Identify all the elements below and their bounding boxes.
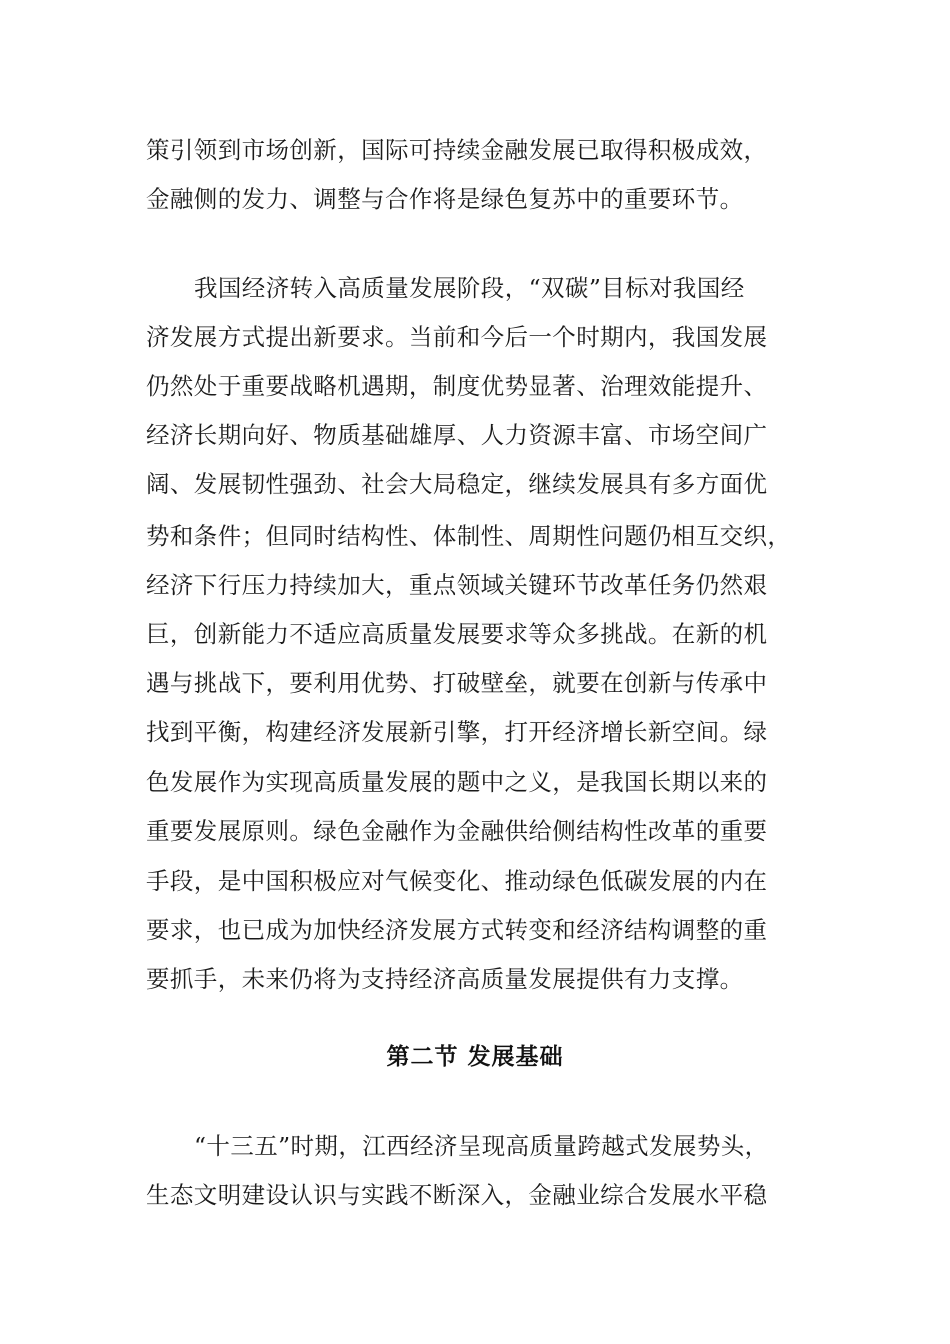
paragraph-2-line-6: 势和条件；但同时结构性、体制性、周期性问题仍相互交织， xyxy=(146,522,792,550)
paragraph-3-line-1: “十三五”时期，江西经济呈现高质量跨越式发展势头， xyxy=(194,1132,769,1160)
paragraph-3-line-2: 生态文明建设认识与实践不断深入，金融业综合发展水平稳 xyxy=(146,1181,768,1209)
paragraph-2-line-1: 我国经济转入高质量发展阶段，“双碳”目标对我国经 xyxy=(194,274,745,302)
paragraph-2-line-13: 手段，是中国积极应对气候变化、推动绿色低碳发展的内在 xyxy=(146,867,768,895)
paragraph-2-line-10: 找到平衡，构建经济发展新引擎，打开经济增长新空间。绿 xyxy=(146,718,768,746)
paragraph-1-line-2: 金融侧的发力、调整与合作将是绿色复苏中的重要环节。 xyxy=(146,185,744,213)
section-heading: 第二节 发展基础 xyxy=(386,1044,564,1070)
paragraph-2-line-7: 经济下行压力持续加大，重点领域关键环节改革任务仍然艰 xyxy=(146,571,768,599)
paragraph-2-line-9: 遇与挑战下，要利用优势、打破壁垒，就要在创新与传承中 xyxy=(146,669,768,697)
paragraph-2-line-14: 要求，也已成为加快经济发展方式转变和经济结构调整的重 xyxy=(146,916,768,944)
paragraph-2-line-15: 要抓手，未来仍将为支持经济高质量发展提供有力支撑。 xyxy=(146,965,744,993)
paragraph-2-line-3: 仍然处于重要战略机遇期，制度优势显著、治理效能提升、 xyxy=(146,372,768,400)
paragraph-2-line-2: 济发展方式提出新要求。当前和今后一个时期内，我国发展 xyxy=(146,323,768,351)
paragraph-2-line-5: 阔、发展韧性强劲、社会大局稳定，继续发展具有多方面优 xyxy=(146,470,768,498)
paragraph-2-line-4: 经济长期向好、物质基础雄厚、人力资源丰富、市场空间广 xyxy=(146,421,768,449)
paragraph-2-line-11: 色发展作为实现高质量发展的题中之义，是我国长期以来的 xyxy=(146,768,768,796)
paragraph-2-line-12: 重要发展原则。绿色金融作为金融供给侧结构性改革的重要 xyxy=(146,817,768,845)
paragraph-2-line-8: 巨，创新能力不适应高质量发展要求等众多挑战。在新的机 xyxy=(146,620,768,648)
paragraph-1-line-1: 策引领到市场创新，国际可持续金融发展已取得积极成效， xyxy=(146,136,768,164)
